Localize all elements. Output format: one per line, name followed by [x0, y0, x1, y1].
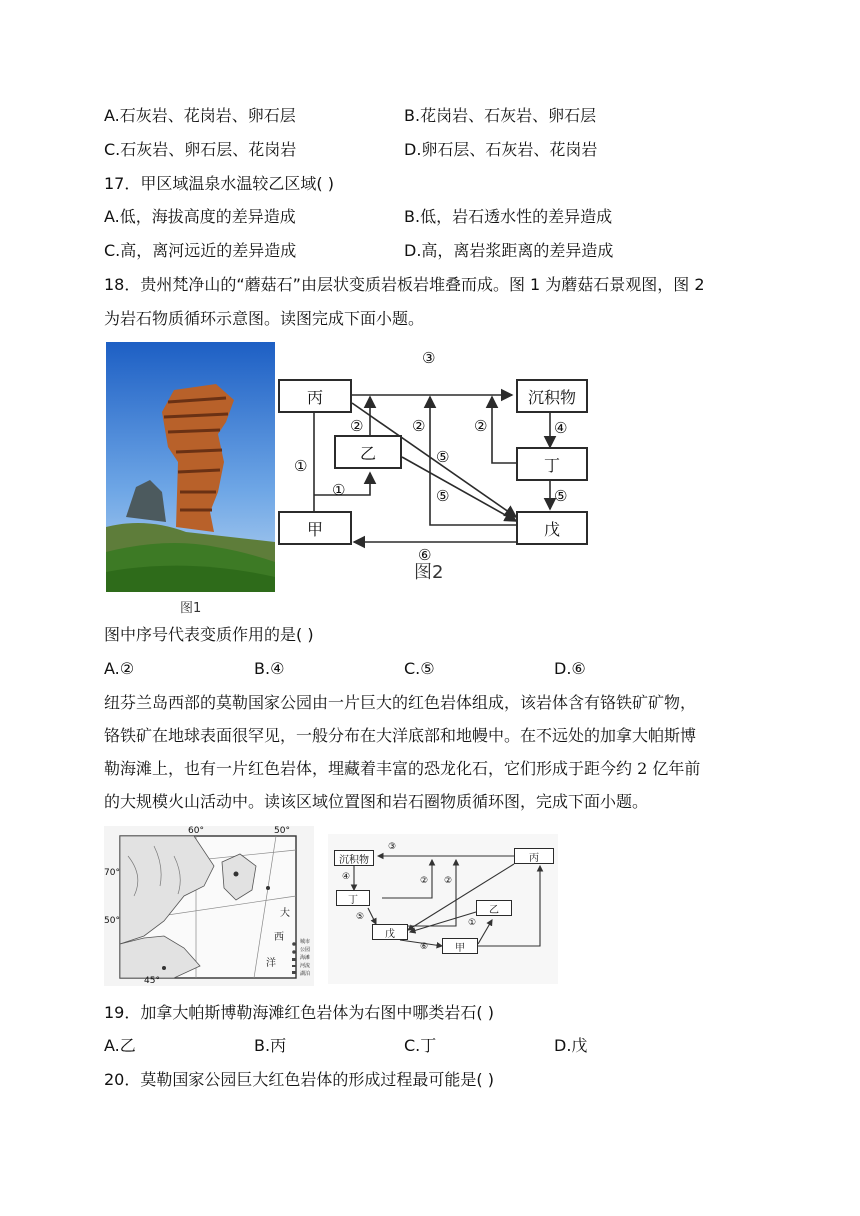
node-bing: 丙 — [514, 848, 554, 864]
passage-line: 纽芬兰岛西部的莫勒国家公园由一片巨大的红色岩体组成，该岩体含有铬铁矿矿物， — [104, 693, 697, 712]
label-1: ① — [468, 918, 477, 928]
label-1: ① — [294, 457, 308, 475]
label-5: ⑤ — [436, 448, 450, 466]
question-20-stem: 20．莫勒国家公园巨大红色岩体的形成过程最可能是( ) — [104, 1070, 494, 1089]
region-location-map — [104, 826, 314, 986]
label-6: ⑥ — [420, 942, 429, 952]
option-b: B.④ — [254, 659, 285, 678]
reading-passage — [104, 686, 760, 818]
label-4: ④ — [342, 872, 351, 882]
label-1: ① — [332, 481, 346, 499]
option-b: B.丙 — [254, 1036, 287, 1055]
option-d: D.⑥ — [554, 659, 586, 678]
node-bing: 丙 — [278, 379, 352, 413]
node-sediment: 沉积物 — [334, 850, 374, 866]
label-5: ⑤ — [356, 912, 365, 922]
figure-1-caption: 图1 — [180, 601, 202, 616]
option-c: C.高，离河远近的差异造成 — [104, 241, 297, 260]
node-jia: 甲 — [278, 511, 352, 545]
map-latitude-50: 50° — [104, 916, 120, 926]
option-d: D.戊 — [554, 1036, 588, 1055]
label-3: ③ — [388, 842, 397, 852]
label-3: ③ — [422, 349, 436, 367]
label-2: ② — [474, 417, 488, 435]
label-6: ⑥ — [418, 546, 432, 564]
label-5: ⑤ — [554, 487, 568, 505]
ocean-label-yang: 洋 — [266, 958, 276, 969]
option-b: B.花岗岩、石灰岩、卵石层 — [404, 106, 597, 125]
label-4: ④ — [554, 419, 568, 437]
legend-river: 河流 — [300, 963, 311, 969]
figure-2-caption: 图2 — [414, 562, 444, 583]
option-b: B.低，岩石透水性的差异造成 — [404, 207, 613, 226]
passage-line: 铬铁矿在地球表面很罕见，一般分布在大洋底部和地幔中。在不远处的加拿大帕斯博 — [104, 726, 697, 745]
node-jia: 甲 — [442, 938, 478, 954]
option-a: A.石灰岩、花岗岩、卵石层 — [104, 106, 296, 125]
node-yi: 乙 — [334, 435, 402, 469]
option-c: C.⑤ — [404, 659, 435, 678]
lithosphere-cycle-diagram — [328, 834, 558, 984]
legend-lake: 湖泊 — [300, 971, 311, 977]
ocean-label-da: 大 — [280, 908, 290, 919]
map-longitude-45: 45° — [144, 976, 160, 986]
question-17-stem: 17．甲区域温泉水温较乙区域( ) — [104, 174, 334, 193]
node-yi: 乙 — [476, 900, 512, 916]
passage-line: 勒海滩上，也有一片红色岩体，埋藏着丰富的恐龙化石，它们形成于距今约 2 亿年前 — [104, 759, 701, 778]
question-18-stem: 图中序号代表变质作用的是( ) — [104, 625, 314, 644]
legend-city: 城市 — [300, 939, 311, 945]
node-sediment: 沉积物 — [516, 379, 588, 413]
label-2: ② — [350, 417, 364, 435]
passage-line: 的大规模火山活动中。读该区域位置图和岩石圈物质循环图，完成下面小题。 — [104, 792, 649, 811]
question-18-intro-cont: 为岩石物质循环示意图。读图完成下面小题。 — [104, 309, 425, 328]
node-wu: 戊 — [516, 511, 588, 545]
map-longitude-60: 60° — [188, 826, 204, 836]
question-19-stem: 19．加拿大帕斯博勒海滩红色岩体为右图中哪类岩石( ) — [104, 1003, 494, 1022]
node-ding: 丁 — [516, 447, 588, 481]
node-wu: 戊 — [372, 924, 408, 940]
question-18-intro: 18．贵州梵净山的“蘑菇石”由层状变质岩板岩堆叠而成。图 1 为蘑菇石景观图，图 2 — [104, 275, 705, 294]
label-2: ② — [444, 876, 453, 886]
option-d: D.卵石层、石灰岩、花岗岩 — [404, 140, 598, 159]
legend-beach: 海滩 — [300, 955, 311, 961]
map-latitude-70: 70° — [104, 868, 120, 878]
legend-park: 公园 — [300, 947, 311, 953]
map-longitude-50: 50° — [274, 826, 290, 836]
option-c: C.丁 — [404, 1036, 437, 1055]
option-a: A.② — [104, 659, 135, 678]
mushroom-stone-photo — [106, 342, 275, 592]
label-2: ② — [420, 876, 429, 886]
option-a: A.低，海拔高度的差异造成 — [104, 207, 296, 226]
ocean-label-xi: 西 — [274, 932, 284, 943]
option-d: D.高，离岩浆距离的差异造成 — [404, 241, 614, 260]
label-5: ⑤ — [436, 487, 450, 505]
node-ding: 丁 — [336, 890, 370, 906]
option-c: C.石灰岩、卵石层、花岗岩 — [104, 140, 297, 159]
label-2: ② — [412, 417, 426, 435]
rock-cycle-diagram — [276, 345, 596, 585]
option-a: A.乙 — [104, 1036, 136, 1055]
